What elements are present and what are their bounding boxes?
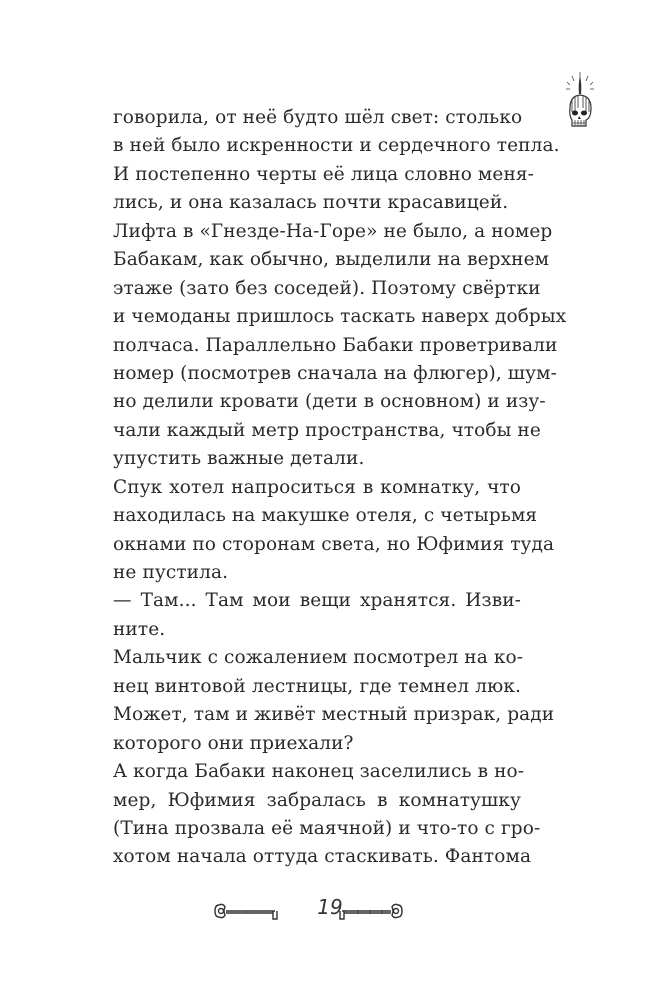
paragraph-start-line: Лифта в «Гнезде-На-Горе» не было, а номер — [113, 220, 553, 242]
text-line: в ней было искренности и сердечного тепла. — [113, 135, 560, 157]
key-icon — [213, 897, 283, 927]
key-icon — [334, 897, 404, 927]
text-line: полчаса. Параллельно Бабаки проветривали — [113, 334, 558, 356]
text-line: этаже (зато без соседей). Поэтому свёртки — [113, 277, 541, 299]
text-line: мер, Юфимия забралась в комнатушку — [113, 789, 521, 811]
skull-candle-icon — [560, 68, 600, 134]
text-line: упустить важные детали. — [113, 448, 365, 470]
text-line: находилась на макушке отеля, с четырьмя — [113, 505, 538, 527]
text-line: ните. — [113, 618, 166, 640]
page-footer — [0, 893, 659, 933]
paragraph-start-line: А когда Бабаки наконец заселились в но- — [113, 761, 525, 783]
text-line: но делили кровати (дети в основном) и изу- — [113, 391, 546, 413]
dialogue-line: — Там... Там мои вещи хранятся. Изви- — [113, 590, 521, 612]
paragraph-start-line: Мальчик с сожалением посмотрел на ко- — [113, 647, 524, 669]
text-line: Бабакам, как обычно, выделили на верхнем — [113, 249, 550, 271]
text-line: и чемоданы пришлось таскать наверх добрых — [113, 306, 567, 328]
text-line: говорила, от неё будто шёл свет: столько — [113, 107, 523, 128]
text-line: номер (посмотрев сначала на флюгер), шум- — [113, 362, 557, 384]
text-line: которого они приехали? — [113, 732, 354, 754]
body-text — [113, 104, 567, 872]
text-line: чали каждый метр пространства, чтобы не — [113, 419, 541, 441]
text-line: Может, там и живёт местный призрак, ради — [113, 704, 555, 726]
text-line: хотом начала оттуда стаскивать. Фантома — [113, 846, 532, 868]
text-line: (Тина прозвала её маячной) и что-то с гро- — [113, 817, 541, 839]
text-line: не пустила. — [113, 562, 229, 583]
text-line: нец винтовой лестницы, где темнел люк. — [113, 675, 521, 697]
paragraph-start-line: Спук хотел напроситься в комнатку, что — [113, 476, 521, 498]
page-number: 19 — [317, 895, 343, 919]
text-line: окнами по сторонам света, но Юфимия туда — [113, 533, 555, 555]
text-line: И постепенно черты её лица словно меня- — [113, 163, 535, 185]
text-line: лись, и она казалась почти красавицей. — [113, 192, 509, 214]
